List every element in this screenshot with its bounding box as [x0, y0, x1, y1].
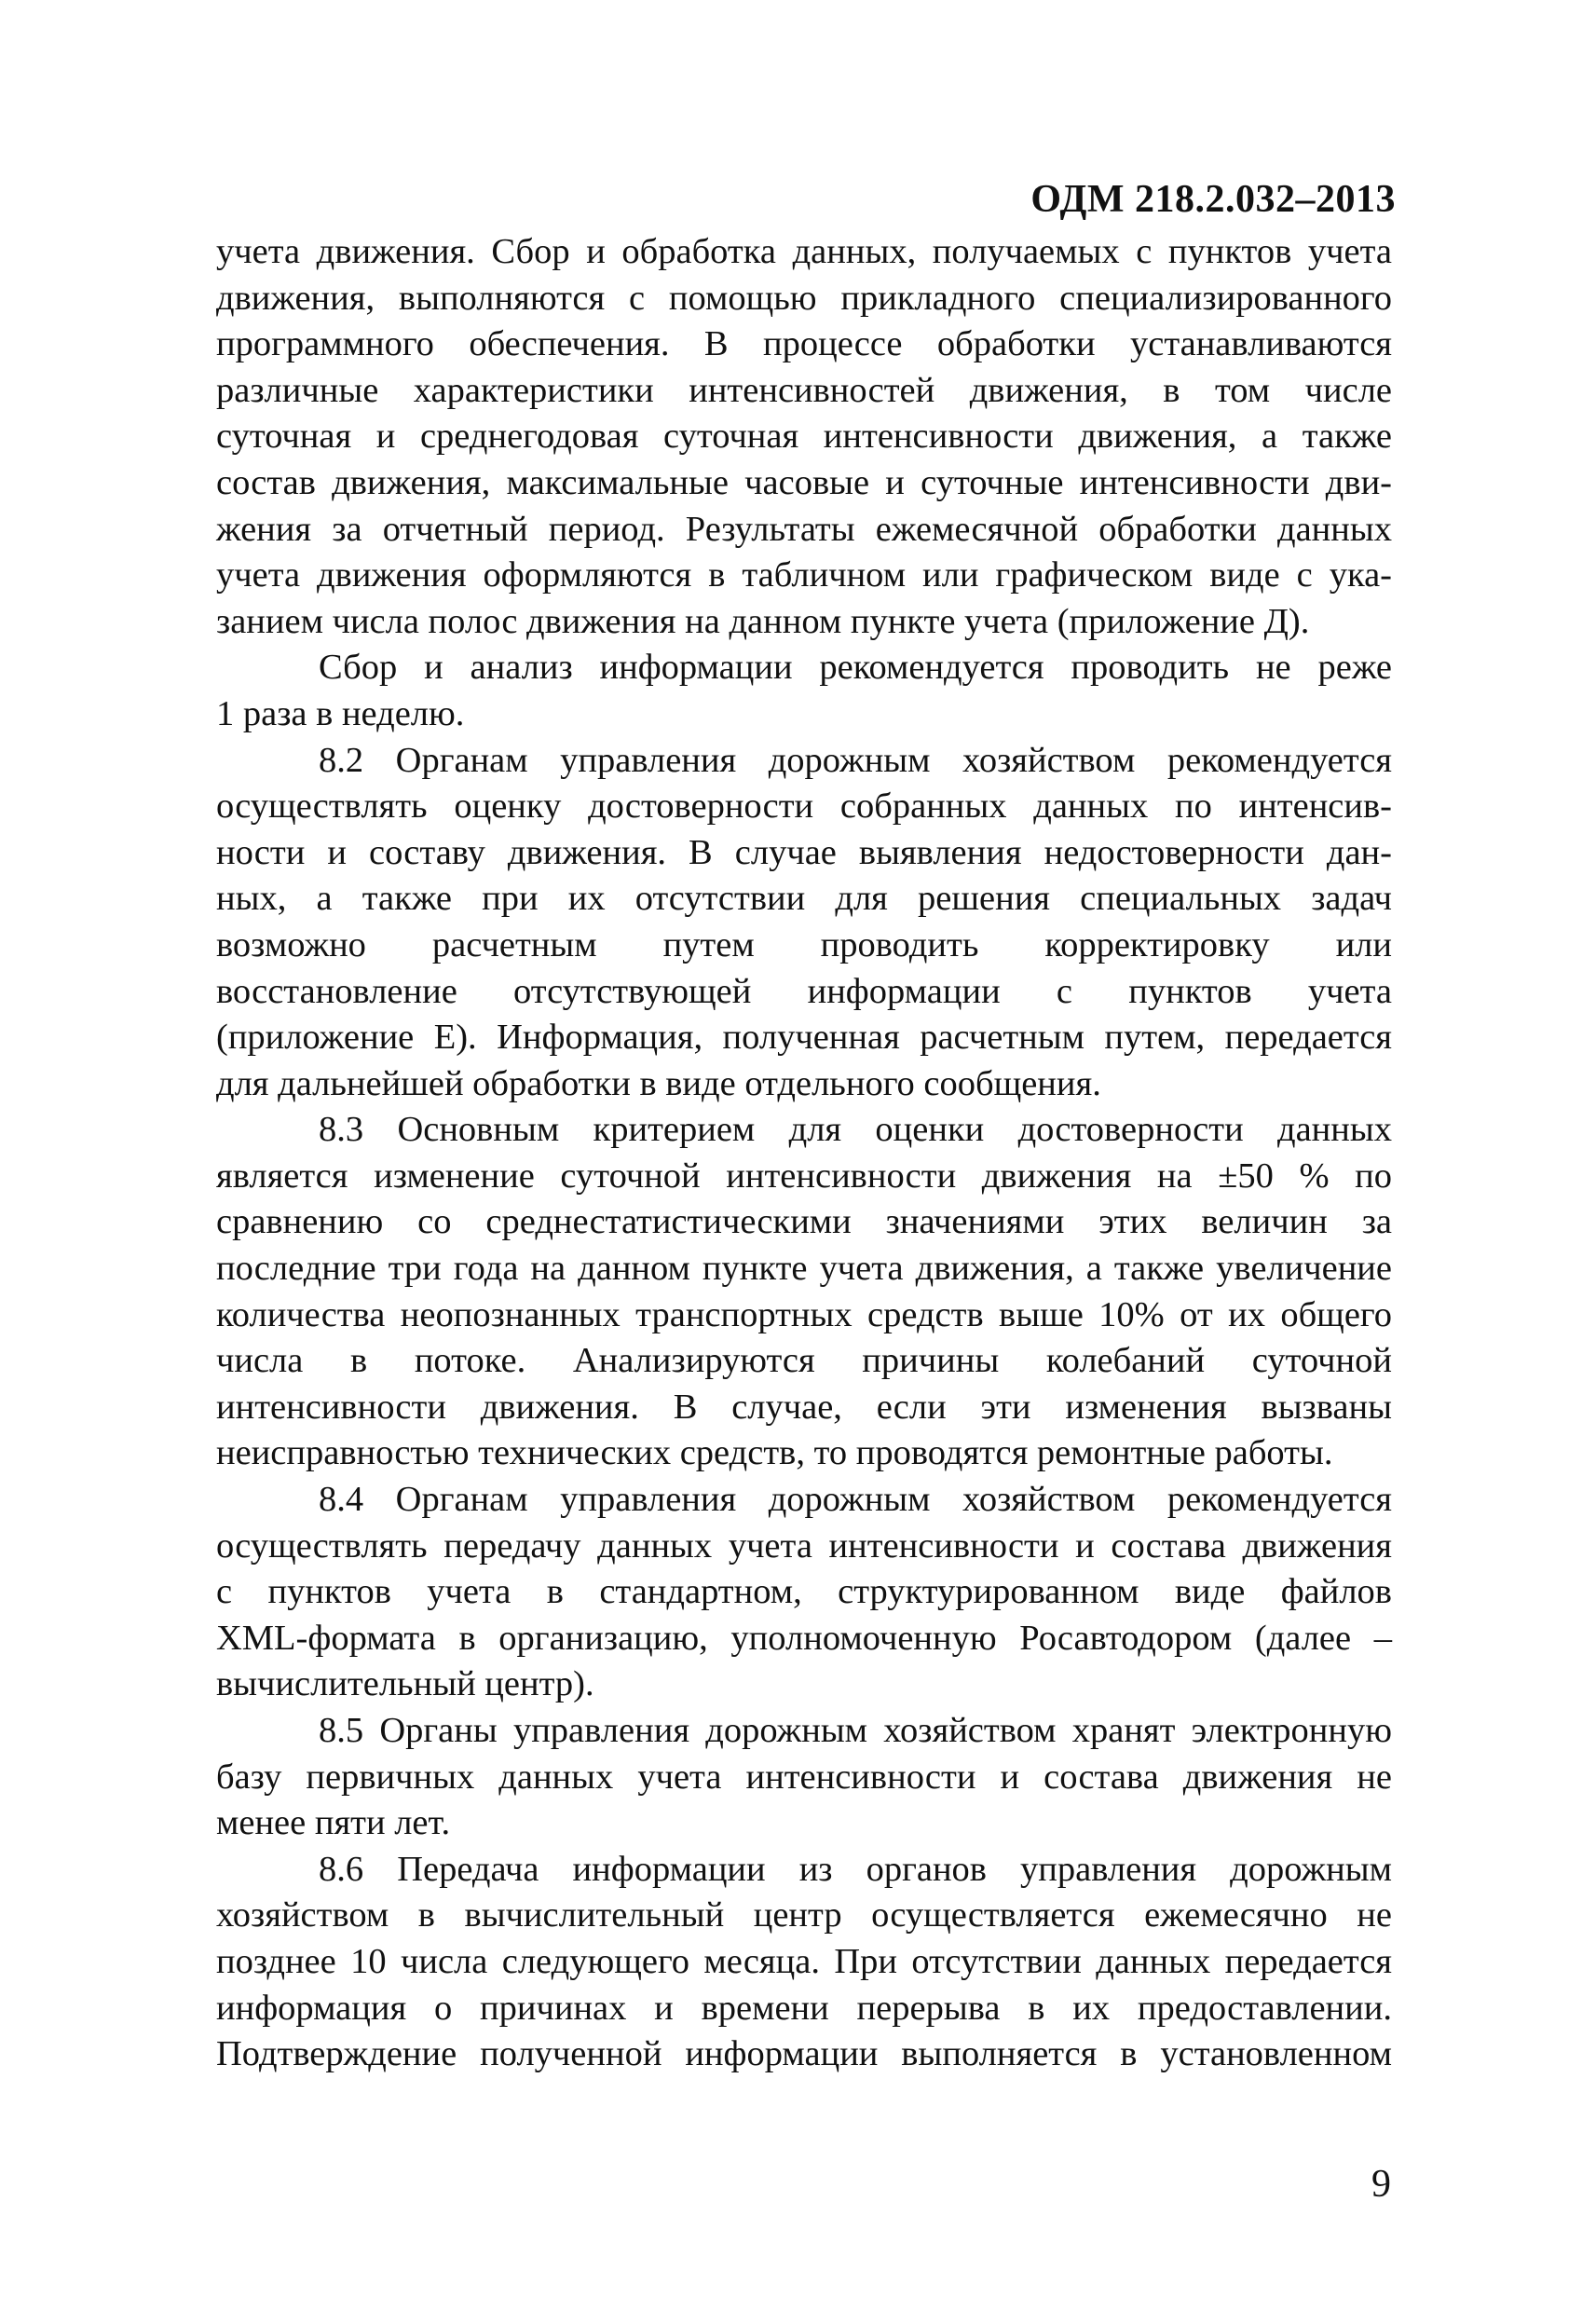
paragraph-first-line: 8.4 Органам управления дорожным хозяйством рекомендуется	[319, 1480, 1392, 1520]
text-line: программного обеспечения. В процессе обработки устанавливаются	[216, 324, 1392, 364]
document-code: ОДМ 218.2.032–2013	[1030, 178, 1396, 221]
text-line: интенсивности движения. В случае, если эти изменения вызваны	[216, 1387, 1392, 1427]
text-line: Подтверждение полученной информации выполняется в установленном	[216, 2034, 1392, 2074]
text-line: неисправностью технических средств, то проводятся ремонтные работы.	[216, 1433, 1333, 1473]
page-number: 9	[1371, 2163, 1391, 2206]
text-line: XML-формата в организацию, уполномоченную Росавтодором (далее –	[216, 1618, 1392, 1658]
text-line: восстановление отсутствующей информации с пунктов учета	[216, 971, 1392, 1011]
paragraph-first-line: 8.5 Органы управления дорожным хозяйством хранят электронную	[319, 1711, 1392, 1750]
text-line: состав движения, максимальные часовые и суточные интенсивности дви-	[216, 462, 1392, 502]
text-line: является изменение суточной интенсивности движения на ±50 % по	[216, 1156, 1392, 1196]
paragraph-first-line: 8.6 Передача информации из органов управления дорожным	[319, 1849, 1392, 1889]
text-line: занием числа полос движения на данном пункте учета (приложение Д).	[216, 601, 1310, 641]
text-line: с пунктов учета в стандартном, структурированном виде файлов	[216, 1572, 1392, 1612]
text-line: базу первичных данных учета интенсивности и состава движения не	[216, 1757, 1392, 1797]
text-line: жения за отчетный период. Результаты ежемесячной обработки данных	[216, 509, 1392, 549]
text-line: для дальнейшей обработки в виде отдельного сообщения.	[216, 1063, 1101, 1103]
text-line: последние три года на данном пункте учета движения, а также увеличение	[216, 1249, 1392, 1289]
text-line: ности и составу движения. В случае выявления недостоверности дан-	[216, 832, 1392, 872]
text-line: движения, выполняются с помощью прикладного специализированного	[216, 278, 1392, 318]
text-line: суточная и среднегодовая суточная интенсивности движения, а также	[216, 417, 1392, 457]
paragraph-first-line: Сбор и анализ информации рекомендуется проводить не реже	[319, 648, 1392, 688]
text-line: 1 раза в неделю.	[216, 693, 465, 733]
text-line: учета движения оформляются в табличном или графическом виде с ука-	[216, 555, 1392, 595]
text-line: менее пяти лет.	[216, 1803, 451, 1843]
text-line: осуществлять передачу данных учета интенсивности и состава движения	[216, 1525, 1392, 1566]
paragraph-first-line: 8.3 Основным критерием для оценки достоверности данных	[319, 1110, 1392, 1150]
text-line: количества неопознанных транспортных средств выше 10% от их общего	[216, 1294, 1392, 1334]
text-line: вычислительный центр).	[216, 1664, 594, 1704]
text-line: позднее 10 числа следующего месяца. При отсутствии данных передается	[216, 1941, 1392, 1981]
body-text	[216, 229, 1392, 2078]
text-line: (приложение Е). Информация, полученная расчетным путем, передается	[216, 1018, 1392, 1058]
text-line: числа в потоке. Анализируются причины колебаний суточной	[216, 1341, 1392, 1381]
text-line: информация о причинах и времени перерыва в их предоставлении.	[216, 1988, 1392, 2028]
text-line: ных, а также при их отсутствии для решения специальных задач	[216, 879, 1392, 919]
text-line: сравнению со среднестатистическими значениями этих величин за	[216, 1202, 1392, 1242]
paragraph-first-line: 8.2 Органам управления дорожным хозяйством рекомендуется	[319, 740, 1392, 780]
text-line: различные характеристики интенсивностей движения, в том числе	[216, 370, 1392, 410]
text-line: хозяйством в вычислительный центр осуществляется ежемесячно не	[216, 1895, 1392, 1935]
text-line: осуществлять оценку достоверности собранных данных по интенсив-	[216, 786, 1392, 827]
text-line: учета движения. Сбор и обработка данных, получаемых с пунктов учета	[216, 232, 1392, 271]
text-line: возможно расчетным путем проводить корректировку или	[216, 924, 1392, 964]
